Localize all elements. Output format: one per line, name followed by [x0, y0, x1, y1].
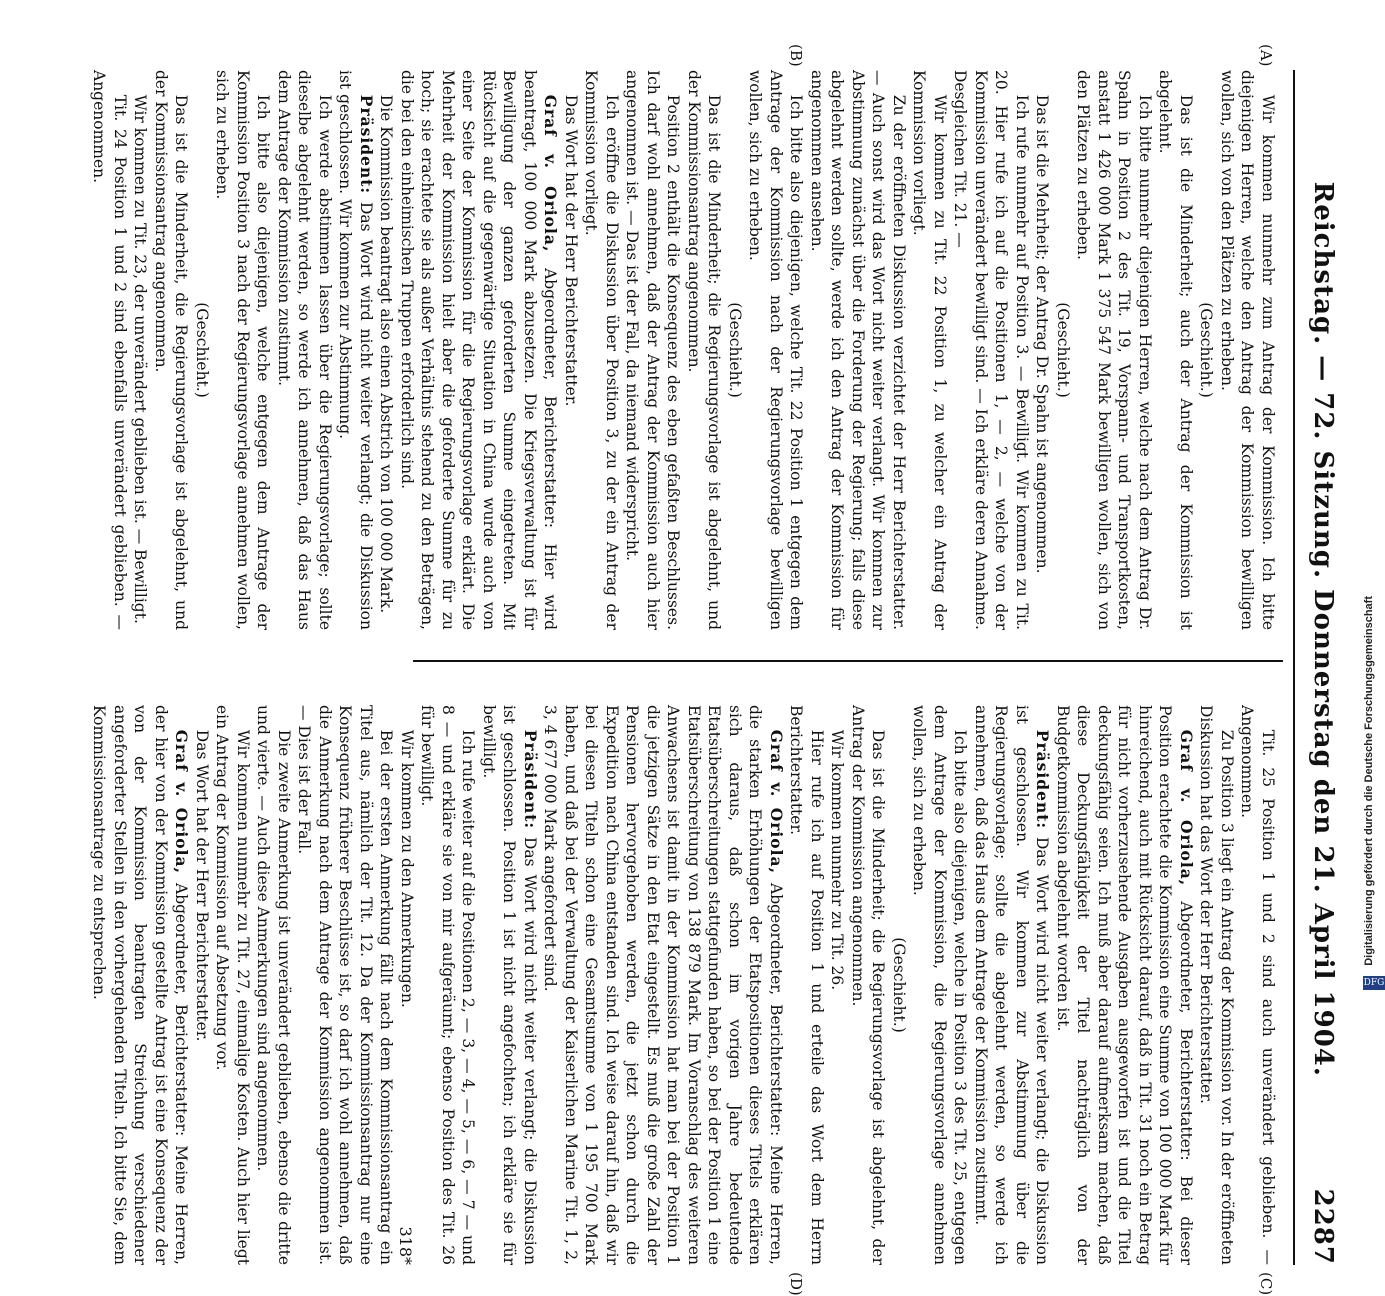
paragraph-text: Ich bitte also diejenigen, welche Tit. 22 Position 1 entgegen dem Antrage der Kommission nach der Regierungsvorlage bewilligen wollen, sich zu erheben. [746, 70, 806, 630]
paragraph-text: Die Kommission beantragt also einen Abstrich von 100 000 Mark. [377, 94, 396, 614]
stage-direction [1196, 70, 1217, 630]
digitization-note: Digitalisierung gefördert durch die Deutsche Forschungsgemeinschaft [1362, 596, 1375, 966]
speaker-name: Graf v. Oriola, [172, 729, 192, 874]
margin-marker-d: (D) [787, 1272, 805, 1296]
paragraph [1217, 70, 1279, 630]
paragraph [294, 705, 397, 1265]
paragraph [622, 70, 684, 630]
paragraph-text: (Geschieht.) [726, 302, 744, 398]
paragraph [274, 70, 336, 630]
paragraph-text: Ich werde abstimmen lassen über die Regierungsvorlage; sollte dieselbe abgelehnt werden, so werde ich annehmen, daß das Haus dem Antrage der Kommission zustimmt. [275, 70, 334, 630]
paragraph [1155, 70, 1196, 630]
paragraph-text: Das ist die Minderheit; auch der Antrag der Kommission ist abgelehnt. [1156, 70, 1195, 630]
paragraph-text: Das Wort wird nicht weiter verlangt; die Diskussion ist geschlossen. Position 1 ist nicht angefochten; ich erkläre sie für bewilligt. [480, 705, 539, 1265]
paragraph-text: Tit. 25 Position 1 und 2 sind auch unverändert geblieben. — Angenommen. [1238, 705, 1277, 1265]
paragraph-text: Das ist die Minderheit; die Regierungsvorlage ist abgelehnt, und der Kommissionsantrag angenommen. [685, 70, 724, 630]
page-header [1303, 70, 1343, 1265]
paragraph-text: Wir kommen nunmehr zu Tit. 27, einmalige Kosten. Auch hier liegt ein Antrag der Kommission auf Absetzung vor. [213, 705, 252, 1265]
page-number: 2287 [1308, 1188, 1338, 1265]
margin-marker-c: (C) [1257, 1272, 1275, 1296]
paragraph [1032, 70, 1053, 630]
paragraph-text: Das Wort hat der Herr Berichterstatter. [562, 94, 580, 407]
paragraph-text: Das Wort wird nicht weiter verlangt; die Diskussion ist geschlossen. Wir kommen zur Abstimmung über die Regierungsvorlage; sollte die abgelehnt werden, so werde ich annehmen, daß das Haus dem Antrage der Kommission zustimmt. [972, 705, 1052, 1265]
speaker-name: Graf v. Oriola, [541, 94, 561, 253]
paragraph [151, 70, 192, 630]
paragraph [561, 70, 582, 630]
page-footer [396, 70, 415, 1265]
paragraph [335, 70, 376, 630]
paragraph-text: Abgeordneter, Berichterstatter: Meine Herren, der hier von der Kommission gestellte Antrag ist eine Konsequenz der von der Kommission beantragten Streichung verschiedener angeforderter Stellen in den vorhergehenden Titeln. Ich bitte Sie, dem Kommissionsantrage zu entsprechen. [90, 705, 191, 1265]
header-rule [1293, 70, 1295, 1265]
speaker-name: Graf v. Oriola, [1177, 729, 1196, 887]
paragraph-text: Abgeordneter, Berichterstatter: Bei dieser Position erachtete die Kommission eine Summe von 100 000 Mark für hinreichend, auch mit Rücksicht darauf, daß in Tit. 31 noch ein Betrag für nicht vorherzusehende Ausgaben ausgeworfen ist und die Titel deckungsfähig seien. Ich muß aber darauf aufmerksam machen, daß diese Deckungsfähigkeit der Titel nachträglich von der Budgetkommission abgelehnt worden ist. [1054, 705, 1195, 1265]
paragraph [909, 705, 971, 1265]
dfg-logo: DFG [1363, 978, 1385, 988]
paragraph [540, 705, 786, 1265]
margin-marker-b: (B) [787, 44, 805, 67]
speaker-name: Präsident: [521, 729, 540, 830]
paragraph [1073, 70, 1155, 630]
speaker-name: Präsident: [1033, 729, 1053, 830]
paragraph [909, 70, 950, 630]
paragraph-text: Wir kommen nunmehr zum Antrag der Kommission. Ich bitte diejenigen Herren, welche den Antrag der Kommission bewilligen wollen, sich von den Plätzen zu erheben. [1218, 70, 1277, 630]
paragraph [786, 705, 827, 1265]
paragraph [479, 705, 541, 1265]
paragraph [684, 70, 725, 630]
paragraph [807, 70, 910, 630]
paragraph-text: (Geschieht.) [193, 302, 211, 398]
paragraph-text: Bei der ersten Anmerkung fällt nach dem Kommissionsantrag ein Titel aus, nämlich der Tit. 12. Da der Kommissionsantrag nur eine Konsequenz früherer Beschlüsse ist, so darf ich wohl annehmen, daß die Anmerkung nach dem Antrage der Kommission angenommen ist. — Dies ist der Fall. [295, 705, 396, 1265]
paragraph-text: (Geschieht.) [1197, 302, 1216, 398]
paragraph [745, 70, 807, 630]
paragraph-text: Ich rufe nunmehr auf Position 3. — Bewilligt. Wir kommen zu Tit. 20. Hier rufe ich auf die Positionen 1, — 2, — welche von der Kommission unverändert bewilligt sind. — Ich erkläre deren Annahme. Desgleichen Tit. 21. — [951, 70, 1031, 630]
paragraph [212, 70, 274, 630]
paragraph [1196, 705, 1237, 1265]
left-column [90, 70, 1278, 630]
paragraph [253, 705, 294, 1265]
paragraph-text: Wir kommen zu Tit. 22 Position 1, zu welcher ein Antrag der Kommission vorliegt. [910, 70, 949, 630]
paragraph-text: (Geschieht.) [890, 937, 908, 1033]
paragraph-text: Das ist die Minderheit; die Regierungsvorlage ist abgelehnt, der Antrag der Kommission angenommen. [849, 705, 888, 1265]
paragraph [397, 70, 561, 630]
digitization-strip [1362, 10, 1385, 990]
paragraph [89, 70, 130, 630]
folio-signature: 318* [396, 1226, 415, 1265]
paragraph-text: Ich eröffne die Diskussion über Position 3, zu der ein Antrag der Kommission vorliegt. [582, 70, 621, 630]
paragraph [130, 70, 151, 630]
paragraph [950, 70, 1032, 630]
paragraph-text: Wir kommen zu Tit. 23, der unverändert geblieben ist. — Bewilligt. [131, 94, 150, 624]
paragraph [376, 70, 397, 630]
paragraph-text: Hier rufe ich auf Position 1 und erteile das Wort dem Herrn Berichterstatter. [787, 705, 826, 1265]
speaker-name: Graf v. Oriola, [767, 729, 786, 874]
paragraph [192, 705, 213, 1265]
paragraph-text: Die zweite Anmerkung ist unverändert geblieben, ebenso die dritte und vierte. — Auch diese Anmerkungen sind angenommen. [254, 705, 293, 1265]
paragraph [581, 70, 622, 630]
paragraph-text: Wir kommen nunmehr zu Tit. 26. [828, 729, 847, 991]
paragraph-text: Zu der eröffneten Diskussion verzichtet der Herr Berichterstatter. — Auch sonst wird das Wort nicht weiter verlangt. Wir kommen zur Abstimmung zunächst über die Forderung der Regierung; falls diese abgelehnt werden sollte, werde ich den Antrag der Kommission für angenommen ansehen. [808, 70, 908, 630]
paragraph-text: Wir kommen zu den Anmerkungen. [398, 729, 416, 1008]
running-title: Reichstag. — 72. Sitzung. Donnerstag den 21. April 1904. [1308, 181, 1338, 1077]
paragraph [971, 705, 1053, 1265]
paragraph-text: Das ist die Mehrheit; der Antrag Dr. Spahn ist angenommen. [1033, 94, 1052, 574]
stage-direction [725, 70, 746, 630]
paragraph-text: Das Wort hat der Herr Berichterstatter. [193, 729, 211, 1042]
paragraph-text: Ich bitte nunmehr diejenigen Herren, welche nach dem Antrag Dr. Spahn in Position 2 des Tit. 19, Vorspann- und Transportkosten, anstatt 1 426 000 Mark 1 375 547 Mark bewilligen wollen, sich von den Plätzen zu erheben. [1074, 70, 1154, 630]
paragraph-text: Position 2 enthält die Konsequenz des eben gefaßten Beschlusses. Ich darf wohl annehmen, daß der Antrag der Kommission auch hier angenommen ist. — Das ist der Fall, da niemand widerspricht. [623, 70, 683, 630]
margin-marker-a: (A) [1257, 44, 1275, 67]
paragraph-text: Das Wort wird nicht weiter verlangt; die Diskussion ist geschlossen. Wir kommen zur Abstimmung. [336, 70, 375, 630]
paragraph [212, 705, 253, 1265]
column-divider [413, 660, 1283, 662]
paragraph-text: Zu Position 3 liegt ein Antrag der Kommission vor. In der eröffneten Diskussion hat das Wort der Herr Berichterstatter. [1197, 705, 1236, 1265]
paragraph-text: Abgeordneter, Berichterstatter: Meine Herren, die starken Erhöhungen der Etatspositionen dieses Titels erklären sich daraus, daß schon im vorigen Jahre bedeutende Etatsüberschreitungen stattgefunden haben, so bei der Position 1 eine Etatsüberschreitung von 138 879 Mark. Im Voranschlag des weiteren Anwachsens ist damit in der Kommission hat man bei der Position 1 die jetzigen Sätze in den Etat eingestellt. Es muß die große Zahl der Pensionen hervorgehoben werden, die jetzt schon durch die Expedition nach China entstanden sind. Ich weise darauf hin, daß wir bei diesen Titeln schon eine Gesamtsumme von 1 195 700 Mark haben, und daß bei der Verwaltung der Kaiserlichen Marine Tit. 1, 2, 3, 4 677 000 Mark angefordert sind. [541, 705, 785, 1265]
paragraph [1053, 705, 1197, 1265]
paragraph-text: Abgeordneter, Berichterstatter: Hier wird beantragt, 100 000 Mark abzusetzen. Die Kriegsverwaltung ist für Bewilligung der ganzen geforderten Summe eingetreten. Mit Rücksicht auf die gegenwärtige Situation in China wurde auch von einer Seite der Kommission für die Regierungsvorlage erklärt. Die Mehrheit der Kommission hielt aber die geforderte Summe für zu hoch; sie erachtete sie als außer Verhältnis stehend zu den Beträgen, die bei den einheimischen Truppen erforderlich sind. [398, 70, 560, 630]
paragraph-text: Ich bitte also diejenigen, welche entgegen dem Antrage der Kommission Position 3 nach der Regierungsvorlage annehmen wollen, sich zu erheben. [213, 70, 273, 630]
paragraph [417, 705, 479, 1265]
paragraph-text: Ich bitte also diejenigen, welche in Position 3 des Tit. 25, entgegen dem Antrage der Kommission, die Regierungsvorlage annehmen wollen, sich zu erheben. [910, 705, 970, 1265]
paragraph [89, 705, 192, 1265]
paragraph-text: Ich rufe weiter auf die Positionen 2, — 3, — 4, — 5, — 6, — 7 — und 8 — und erkläre sie von mir aufgeräumt; ebenso Position des Tit. 26 für bewilligt. [418, 705, 478, 1265]
paragraph [827, 705, 848, 1265]
stage-direction [1053, 70, 1074, 630]
stage-direction [889, 705, 910, 1265]
paragraph-text: (Geschieht.) [1054, 302, 1072, 398]
speaker-name: Präsident: [357, 94, 376, 195]
stage-direction [192, 70, 213, 630]
paragraph-text: Tit. 24 Position 1 und 2 sind ebenfalls unverändert geblieben. — Angenommen. [90, 70, 129, 630]
paragraph [848, 705, 889, 1265]
paragraph [1237, 705, 1278, 1265]
paragraph-text: Das ist die Minderheit, die Regierungsvorlage ist abgelehnt, und der Kommissionsantrag angenommen. [152, 70, 191, 630]
